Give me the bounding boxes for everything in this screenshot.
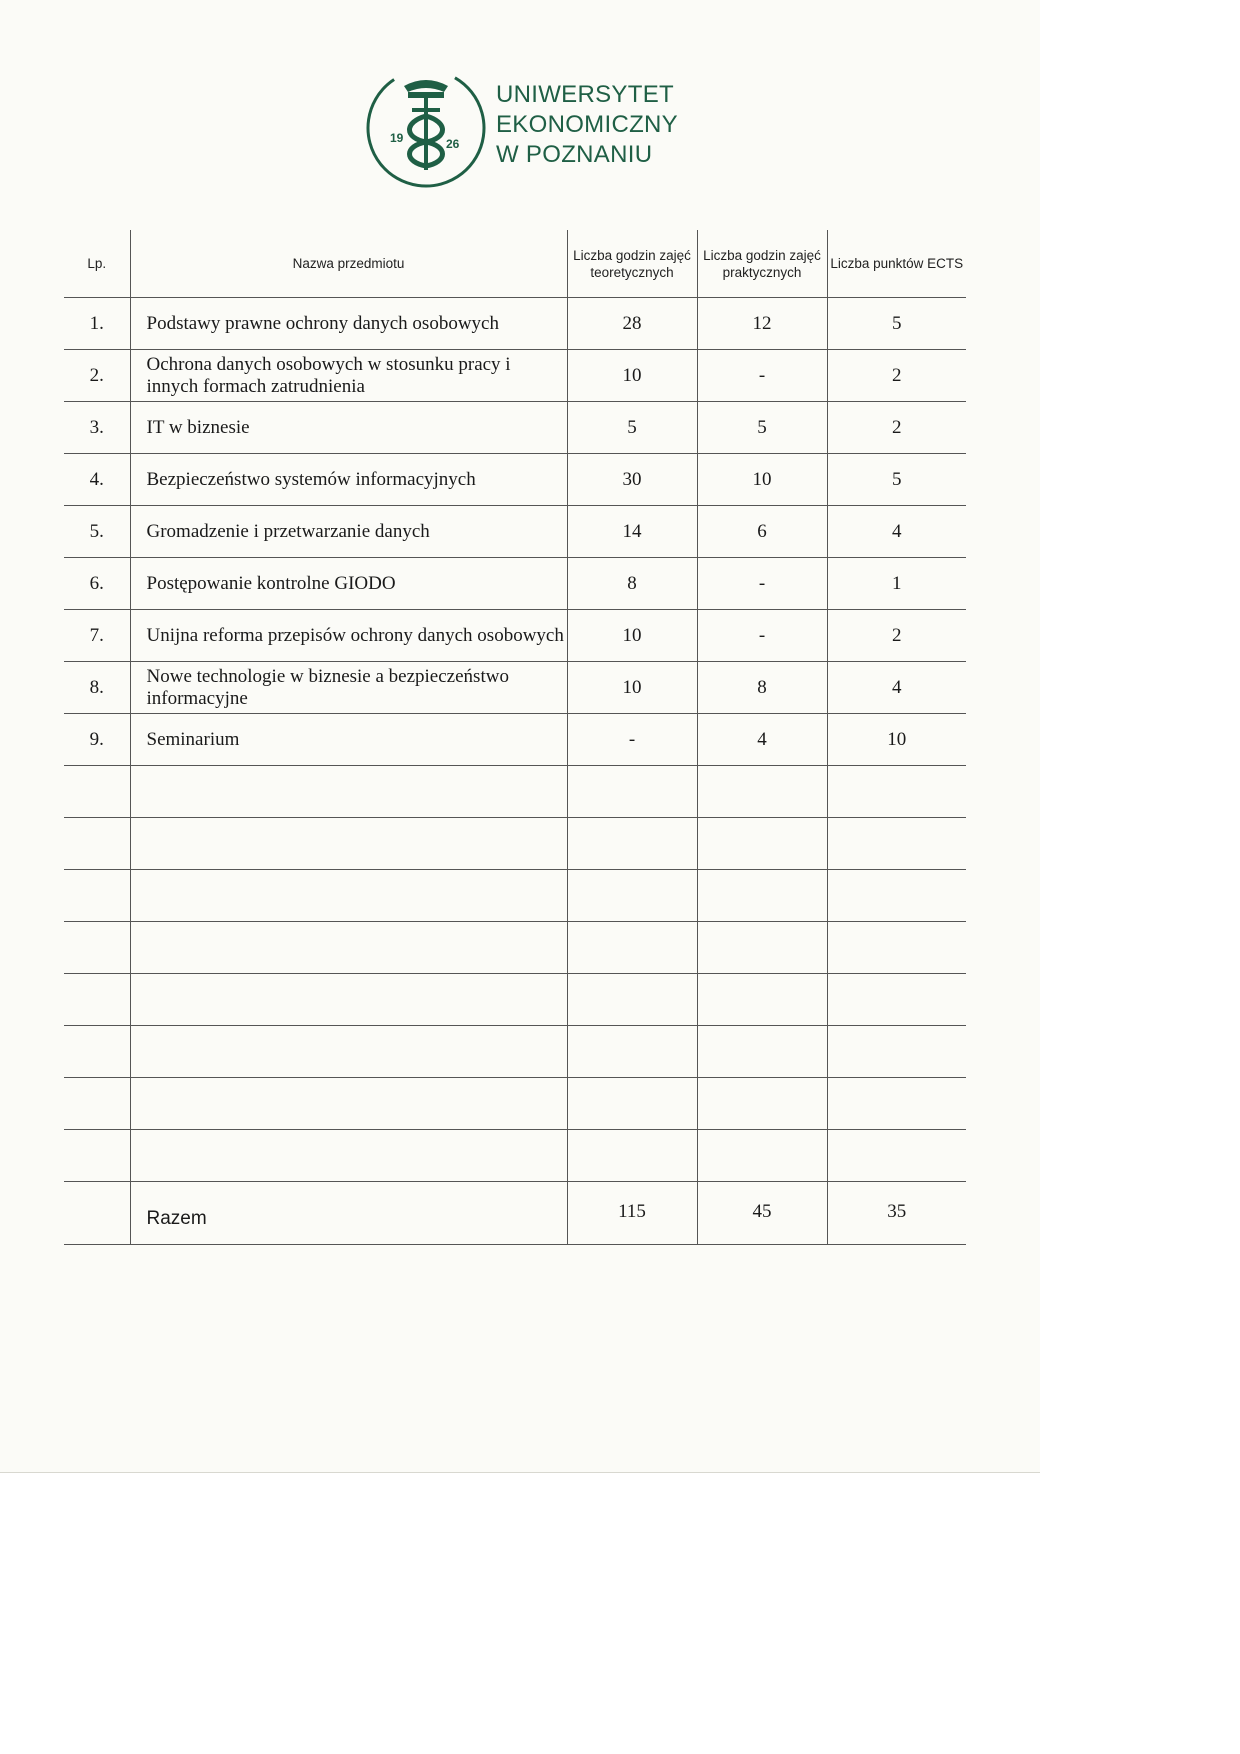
row-lp: 2. bbox=[64, 350, 130, 402]
row-ects-points: 2 bbox=[827, 610, 966, 662]
row-theory-hours: 30 bbox=[567, 454, 697, 506]
row-theory-hours: 8 bbox=[567, 558, 697, 610]
row-practice-hours: 4 bbox=[697, 714, 827, 766]
row-ects-points: 2 bbox=[827, 402, 966, 454]
empty-row bbox=[64, 870, 966, 922]
total-practice-hours: 45 bbox=[697, 1182, 827, 1245]
empty-row bbox=[64, 1130, 966, 1182]
header-theory-hours: Liczba godzin zajęć teoretycznych bbox=[567, 230, 697, 298]
empty-row bbox=[64, 1026, 966, 1078]
total-label: Razem bbox=[130, 1182, 567, 1245]
row-lp: 8. bbox=[64, 662, 130, 714]
university-name bbox=[496, 80, 678, 170]
row-practice-hours: 6 bbox=[697, 506, 827, 558]
empty-row bbox=[64, 818, 966, 870]
header-lp: Lp. bbox=[64, 230, 130, 298]
row-course-name: Podstawy prawne ochrony danych osobowych bbox=[130, 298, 567, 350]
empty-row bbox=[64, 766, 966, 818]
row-course-name: Nowe technologie w biznesie a bezpieczeństwo informacyjne bbox=[130, 662, 567, 714]
university-header bbox=[364, 66, 764, 192]
row-ects-points: 10 bbox=[827, 714, 966, 766]
table-header-row bbox=[64, 230, 966, 298]
row-practice-hours: - bbox=[697, 558, 827, 610]
row-ects-points: 2 bbox=[827, 350, 966, 402]
logo-year-left: 19 bbox=[390, 131, 404, 145]
row-lp: 6. bbox=[64, 558, 130, 610]
table-row bbox=[64, 662, 966, 714]
header-practice-hours: Liczba godzin zajęć praktycznych bbox=[697, 230, 827, 298]
row-theory-hours: 5 bbox=[567, 402, 697, 454]
row-practice-hours: 8 bbox=[697, 662, 827, 714]
table-row bbox=[64, 610, 966, 662]
row-lp: 7. bbox=[64, 610, 130, 662]
row-practice-hours: 10 bbox=[697, 454, 827, 506]
row-course-name: Unijna reforma przepisów ochrony danych osobowych bbox=[130, 610, 567, 662]
university-name-line2: EKONOMICZNY bbox=[496, 111, 678, 138]
row-practice-hours: - bbox=[697, 350, 827, 402]
row-ects-points: 4 bbox=[827, 506, 966, 558]
total-ects-points: 35 bbox=[827, 1182, 966, 1245]
row-theory-hours: - bbox=[567, 714, 697, 766]
row-practice-hours: - bbox=[697, 610, 827, 662]
empty-row bbox=[64, 922, 966, 974]
empty-row bbox=[64, 1078, 966, 1130]
header-course-name: Nazwa przedmiotu bbox=[130, 230, 567, 298]
row-ects-points: 1 bbox=[827, 558, 966, 610]
table-row bbox=[64, 350, 966, 402]
row-ects-points: 5 bbox=[827, 454, 966, 506]
row-course-name: Gromadzenie i przetwarzanie danych bbox=[130, 506, 567, 558]
row-course-name: Seminarium bbox=[130, 714, 567, 766]
row-theory-hours: 10 bbox=[567, 662, 697, 714]
row-lp: 3. bbox=[64, 402, 130, 454]
row-course-name: Ochrona danych osobowych w stosunku pracy i innych formach zatrudnienia bbox=[130, 350, 567, 402]
row-practice-hours: 12 bbox=[697, 298, 827, 350]
row-ects-points: 5 bbox=[827, 298, 966, 350]
total-row bbox=[64, 1182, 966, 1245]
table-row bbox=[64, 714, 966, 766]
row-course-name: Postępowanie kontrolne GIODO bbox=[130, 558, 567, 610]
logo-year-right: 26 bbox=[446, 137, 460, 151]
row-theory-hours: 28 bbox=[567, 298, 697, 350]
university-logo-icon bbox=[364, 66, 488, 190]
total-theory-hours: 115 bbox=[567, 1182, 697, 1245]
header-ects-points: Liczba punktów ECTS bbox=[827, 230, 966, 298]
table-row bbox=[64, 506, 966, 558]
row-lp: 4. bbox=[64, 454, 130, 506]
table-row bbox=[64, 298, 966, 350]
row-course-name: Bezpieczeństwo systemów informacyjnych bbox=[130, 454, 567, 506]
row-ects-points: 4 bbox=[827, 662, 966, 714]
empty-row bbox=[64, 974, 966, 1026]
university-name-line1: UNIWERSYTET bbox=[496, 81, 674, 108]
row-lp: 1. bbox=[64, 298, 130, 350]
row-lp: 9. bbox=[64, 714, 130, 766]
university-name-line3: W POZNANIU bbox=[496, 141, 653, 168]
row-course-name: IT w biznesie bbox=[130, 402, 567, 454]
row-lp: 5. bbox=[64, 506, 130, 558]
table-row bbox=[64, 558, 966, 610]
row-theory-hours: 10 bbox=[567, 610, 697, 662]
table-row bbox=[64, 454, 966, 506]
row-practice-hours: 5 bbox=[697, 402, 827, 454]
row-theory-hours: 10 bbox=[567, 350, 697, 402]
table-row bbox=[64, 402, 966, 454]
courses-table bbox=[64, 230, 966, 1245]
row-theory-hours: 14 bbox=[567, 506, 697, 558]
